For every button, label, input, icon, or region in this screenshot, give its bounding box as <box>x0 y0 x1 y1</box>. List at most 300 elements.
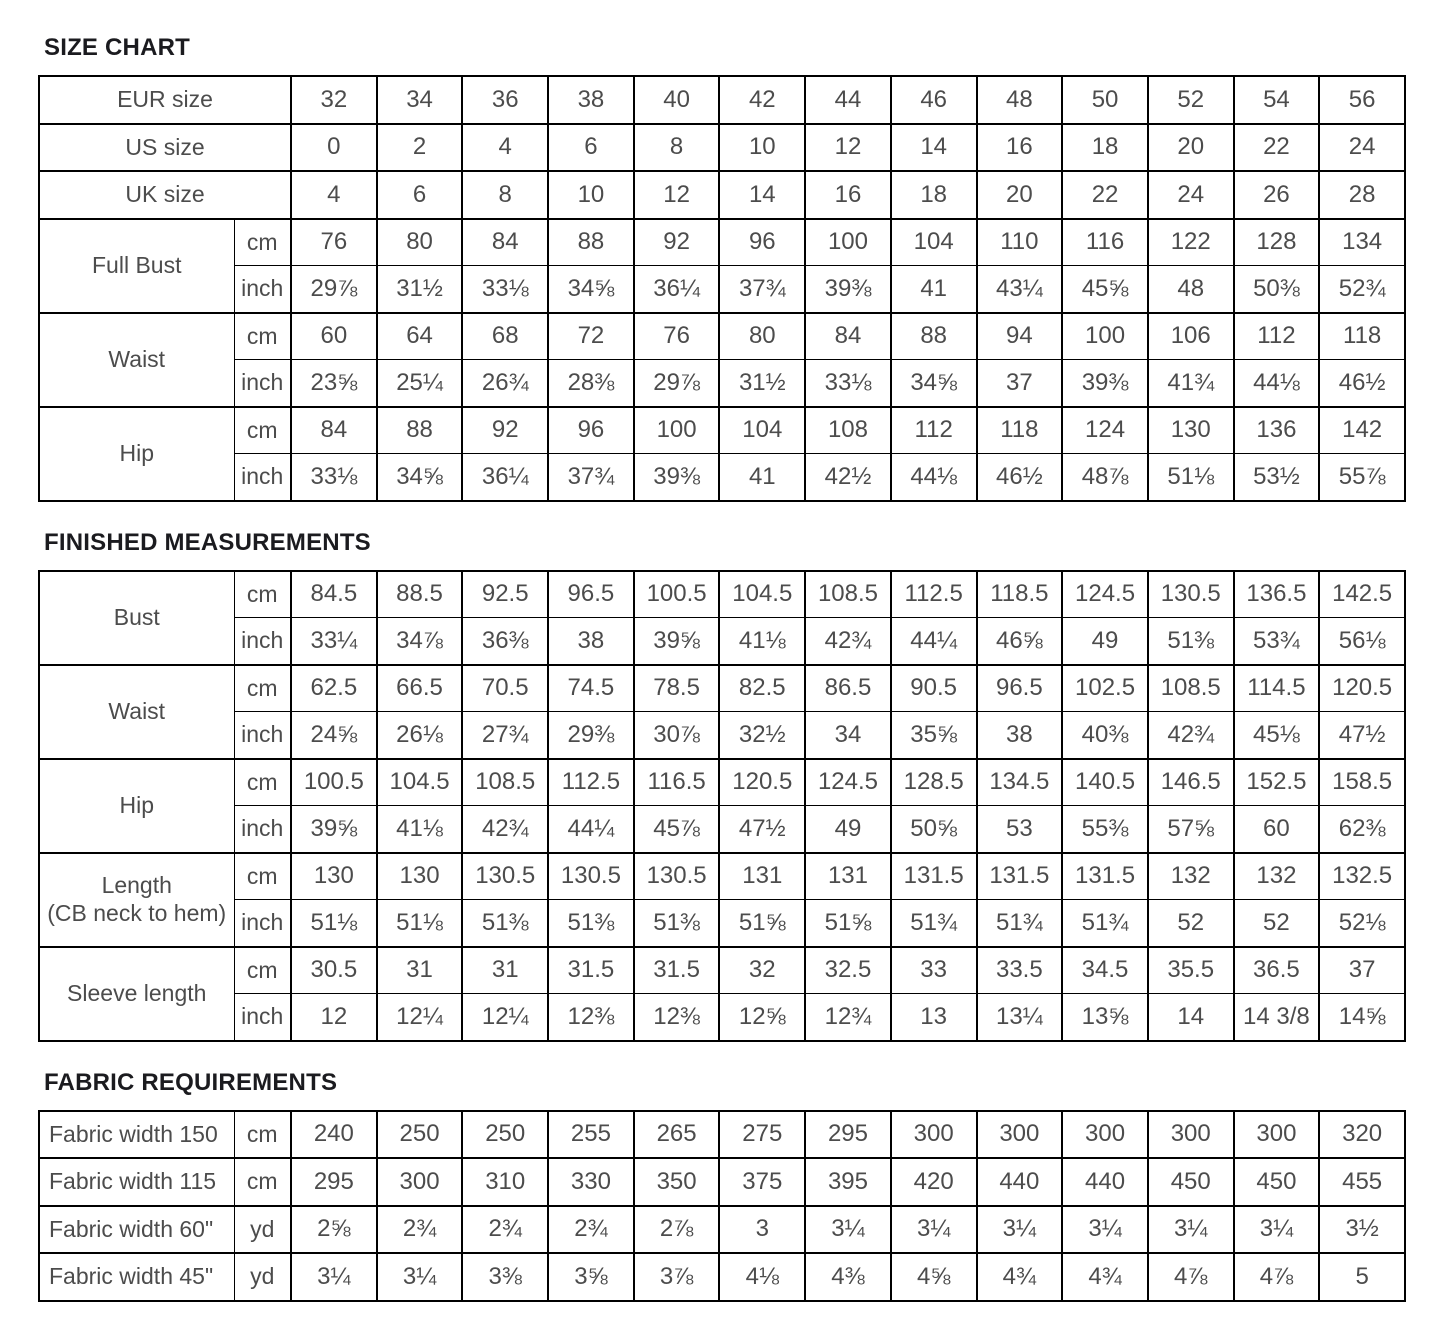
value-cell: 53½ <box>1234 454 1320 501</box>
value-cell: 51¾ <box>891 900 977 947</box>
value-cell: 14 <box>891 124 977 172</box>
value-cell: 86.5 <box>805 665 891 712</box>
value-cell: 12 <box>805 124 891 172</box>
value-cell: 90.5 <box>891 665 977 712</box>
value-cell: 42¾ <box>1148 712 1234 759</box>
unit-label: inch <box>234 712 291 759</box>
value-cell: 34 <box>377 76 463 124</box>
value-cell: 28⅜ <box>548 360 634 407</box>
value-cell: 30⅞ <box>634 712 720 759</box>
row-label-line: Bust <box>113 603 160 630</box>
value-cell: 108.5 <box>462 759 548 806</box>
value-cell: 52 <box>1148 900 1234 947</box>
value-cell: 120.5 <box>1319 665 1405 712</box>
value-cell: 50 <box>1062 76 1148 124</box>
table-row <box>39 1253 1405 1301</box>
value-cell: 18 <box>891 171 977 219</box>
value-cell: 12¾ <box>805 994 891 1041</box>
value-cell: 53¾ <box>1234 618 1320 665</box>
fabric-requirements-section <box>38 1069 1407 1302</box>
value-cell: 22 <box>1234 124 1320 172</box>
value-cell: 132 <box>1148 853 1234 900</box>
value-cell: 96 <box>719 219 805 266</box>
value-cell: 34⅝ <box>548 266 634 313</box>
table-row <box>39 947 1405 994</box>
row-label-line: Waist <box>108 345 166 372</box>
value-cell: 52 <box>1234 900 1320 947</box>
value-cell: 45⅞ <box>634 806 720 853</box>
value-cell: 76 <box>634 313 720 360</box>
value-cell: 51¾ <box>977 900 1063 947</box>
row-label-line: Waist <box>108 697 166 724</box>
value-cell: 275 <box>719 1111 805 1159</box>
value-cell: 455 <box>1319 1158 1405 1206</box>
value-cell: 46½ <box>977 454 1063 501</box>
table-row <box>39 806 1405 853</box>
value-cell: 82.5 <box>719 665 805 712</box>
value-cell: 100 <box>805 219 891 266</box>
value-cell: 6 <box>377 171 463 219</box>
value-cell: 88 <box>377 407 463 454</box>
value-cell: 3⅝ <box>548 1253 634 1301</box>
value-cell: 4⅞ <box>1234 1253 1320 1301</box>
value-cell: 44 <box>805 76 891 124</box>
value-cell: 92.5 <box>462 571 548 618</box>
value-cell: 88 <box>548 219 634 266</box>
value-cell: 46⅝ <box>977 618 1063 665</box>
table-row <box>39 1206 1405 1254</box>
value-cell: 130.5 <box>548 853 634 900</box>
value-cell: 300 <box>891 1111 977 1159</box>
value-cell: 76 <box>291 219 377 266</box>
value-cell: 2⅝ <box>291 1206 377 1254</box>
value-cell: 104 <box>719 407 805 454</box>
value-cell: 450 <box>1234 1158 1320 1206</box>
value-cell: 23⅝ <box>291 360 377 407</box>
value-cell: 39⅜ <box>805 266 891 313</box>
value-cell: 16 <box>805 171 891 219</box>
value-cell: 20 <box>1148 124 1234 172</box>
value-cell: 12⅜ <box>634 994 720 1041</box>
value-cell: 66.5 <box>377 665 463 712</box>
value-cell: 48 <box>977 76 1063 124</box>
value-cell: 14 <box>1148 994 1234 1041</box>
value-cell: 142.5 <box>1319 571 1405 618</box>
unit-label: cm <box>234 665 291 712</box>
value-cell: 44⅛ <box>1234 360 1320 407</box>
value-cell: 14⅝ <box>1319 994 1405 1041</box>
size-chart-section <box>38 34 1407 502</box>
value-cell: 3⅜ <box>462 1253 548 1301</box>
value-cell: 52 <box>1148 76 1234 124</box>
row-label: Fabric width 45" <box>39 1253 234 1301</box>
value-cell: 3¼ <box>1148 1206 1234 1254</box>
value-cell: 45⅛ <box>1234 712 1320 759</box>
unit-label: cm <box>234 219 291 266</box>
value-cell: 118 <box>1319 313 1405 360</box>
value-cell: 300 <box>1148 1111 1234 1159</box>
row-label <box>39 313 234 407</box>
table-row <box>39 360 1405 407</box>
value-cell: 51⅜ <box>1148 618 1234 665</box>
finished-measurements-table <box>38 570 1406 1042</box>
value-cell: 320 <box>1319 1111 1405 1159</box>
value-cell: 4¾ <box>977 1253 1063 1301</box>
value-cell: 132 <box>1234 853 1320 900</box>
value-cell: 51⅝ <box>805 900 891 947</box>
value-cell: 36¼ <box>462 454 548 501</box>
value-cell: 42 <box>719 76 805 124</box>
value-cell: 39⅜ <box>634 454 720 501</box>
value-cell: 28 <box>1319 171 1405 219</box>
value-cell: 4¾ <box>1062 1253 1148 1301</box>
table-row <box>39 171 1405 219</box>
value-cell: 34⅝ <box>891 360 977 407</box>
row-label-line: Hip <box>119 439 154 466</box>
value-cell: 128 <box>1234 219 1320 266</box>
value-cell: 48⅞ <box>1062 454 1148 501</box>
value-cell: 440 <box>977 1158 1063 1206</box>
value-cell: 41¾ <box>1148 360 1234 407</box>
value-cell: 265 <box>634 1111 720 1159</box>
value-cell: 131.5 <box>1062 853 1148 900</box>
unit-label: inch <box>234 360 291 407</box>
unit-label: inch <box>234 454 291 501</box>
value-cell: 255 <box>548 1111 634 1159</box>
value-cell: 37 <box>977 360 1063 407</box>
value-cell: 33.5 <box>977 947 1063 994</box>
value-cell: 43¼ <box>977 266 1063 313</box>
value-cell: 39⅝ <box>634 618 720 665</box>
fabric-requirements-table <box>38 1110 1406 1302</box>
value-cell: 24⅝ <box>291 712 377 759</box>
value-cell: 116.5 <box>634 759 720 806</box>
row-label-line: (CB neck to hem) <box>47 899 227 926</box>
table-row <box>39 994 1405 1041</box>
value-cell: 41⅛ <box>377 806 463 853</box>
value-cell: 41 <box>719 454 805 501</box>
value-cell: 131 <box>719 853 805 900</box>
unit-label: cm <box>234 947 291 994</box>
unit-label: cm <box>234 759 291 806</box>
row-label <box>39 665 234 759</box>
value-cell: 118.5 <box>977 571 1063 618</box>
value-cell: 45⅝ <box>1062 266 1148 313</box>
value-cell: 55⅜ <box>1062 806 1148 853</box>
value-cell: 300 <box>1062 1111 1148 1159</box>
value-cell: 130.5 <box>1148 571 1234 618</box>
value-cell: 39⅜ <box>1062 360 1148 407</box>
value-cell: 94 <box>977 313 1063 360</box>
value-cell: 22 <box>1062 171 1148 219</box>
value-cell: 24 <box>1148 171 1234 219</box>
value-cell: 36⅜ <box>462 618 548 665</box>
value-cell: 12¼ <box>377 994 463 1041</box>
value-cell: 4⅝ <box>891 1253 977 1301</box>
row-label: US size <box>39 124 291 172</box>
value-cell: 142 <box>1319 407 1405 454</box>
value-cell: 106 <box>1148 313 1234 360</box>
value-cell: 14 3/8 <box>1234 994 1320 1041</box>
table-row <box>39 571 1405 618</box>
value-cell: 124.5 <box>1062 571 1148 618</box>
value-cell: 74.5 <box>548 665 634 712</box>
value-cell: 33¼ <box>291 618 377 665</box>
table-row <box>39 454 1405 501</box>
value-cell: 35⅝ <box>891 712 977 759</box>
value-cell: 51⅛ <box>1148 454 1234 501</box>
value-cell: 100 <box>1062 313 1148 360</box>
value-cell: 112 <box>1234 313 1320 360</box>
value-cell: 49 <box>1062 618 1148 665</box>
value-cell: 12⅝ <box>719 994 805 1041</box>
table-row <box>39 313 1405 360</box>
finished-measurements-title: FINISHED MEASUREMENTS <box>44 528 371 556</box>
value-cell: 158.5 <box>1319 759 1405 806</box>
value-cell: 84 <box>805 313 891 360</box>
value-cell: 130 <box>377 853 463 900</box>
value-cell: 70.5 <box>462 665 548 712</box>
table-row <box>39 124 1405 172</box>
value-cell: 38 <box>548 76 634 124</box>
value-cell: 440 <box>1062 1158 1148 1206</box>
value-cell: 310 <box>462 1158 548 1206</box>
value-cell: 10 <box>548 171 634 219</box>
value-cell: 20 <box>977 171 1063 219</box>
unit-label: yd <box>234 1206 291 1254</box>
value-cell: 52⅛ <box>1319 900 1405 947</box>
value-cell: 134.5 <box>977 759 1063 806</box>
value-cell: 31½ <box>719 360 805 407</box>
value-cell: 2⅞ <box>634 1206 720 1254</box>
value-cell: 13¼ <box>977 994 1063 1041</box>
value-cell: 350 <box>634 1158 720 1206</box>
unit-label: inch <box>234 900 291 947</box>
unit-label: cm <box>234 1111 291 1159</box>
unit-label: cm <box>234 853 291 900</box>
row-label: Fabric width 150 <box>39 1111 234 1159</box>
value-cell: 36¼ <box>634 266 720 313</box>
table-row <box>39 1158 1405 1206</box>
value-cell: 131.5 <box>977 853 1063 900</box>
value-cell: 100.5 <box>291 759 377 806</box>
value-cell: 42¾ <box>462 806 548 853</box>
value-cell: 130 <box>1148 407 1234 454</box>
fabric-requirements-title: FABRIC REQUIREMENTS <box>44 1068 338 1096</box>
value-cell: 31 <box>462 947 548 994</box>
value-cell: 18 <box>1062 124 1148 172</box>
value-cell: 64 <box>377 313 463 360</box>
value-cell: 450 <box>1148 1158 1234 1206</box>
value-cell: 92 <box>462 407 548 454</box>
value-cell: 130 <box>291 853 377 900</box>
row-label <box>39 759 234 853</box>
value-cell: 130.5 <box>634 853 720 900</box>
value-cell: 3½ <box>1319 1206 1405 1254</box>
value-cell: 80 <box>719 313 805 360</box>
value-cell: 33⅛ <box>291 454 377 501</box>
table-row <box>39 900 1405 947</box>
value-cell: 5 <box>1319 1253 1405 1301</box>
value-cell: 56⅛ <box>1319 618 1405 665</box>
value-cell: 2 <box>377 124 463 172</box>
value-cell: 146.5 <box>1148 759 1234 806</box>
value-cell: 35.5 <box>1148 947 1234 994</box>
value-cell: 96.5 <box>977 665 1063 712</box>
value-cell: 29⅞ <box>291 266 377 313</box>
value-cell: 33⅛ <box>462 266 548 313</box>
value-cell: 47½ <box>1319 712 1405 759</box>
value-cell: 132.5 <box>1319 853 1405 900</box>
value-cell: 3 <box>719 1206 805 1254</box>
row-label: UK size <box>39 171 291 219</box>
value-cell: 130.5 <box>462 853 548 900</box>
value-cell: 4 <box>462 124 548 172</box>
value-cell: 40 <box>634 76 720 124</box>
value-cell: 51⅜ <box>548 900 634 947</box>
value-cell: 36 <box>462 76 548 124</box>
row-label-line: Length <box>101 872 172 899</box>
value-cell: 112 <box>891 407 977 454</box>
unit-label: inch <box>234 994 291 1041</box>
value-cell: 108.5 <box>805 571 891 618</box>
value-cell: 40⅜ <box>1062 712 1148 759</box>
value-cell: 92 <box>634 219 720 266</box>
row-label <box>39 571 234 665</box>
value-cell: 131 <box>805 853 891 900</box>
row-label: Fabric width 60" <box>39 1206 234 1254</box>
value-cell: 8 <box>462 171 548 219</box>
value-cell: 104 <box>891 219 977 266</box>
value-cell: 39⅝ <box>291 806 377 853</box>
value-cell: 38 <box>548 618 634 665</box>
value-cell: 44⅛ <box>891 454 977 501</box>
value-cell: 50⅝ <box>891 806 977 853</box>
value-cell: 295 <box>291 1158 377 1206</box>
value-cell: 4⅛ <box>719 1253 805 1301</box>
unit-label: cm <box>234 1158 291 1206</box>
value-cell: 24 <box>1319 124 1405 172</box>
row-label: EUR size <box>39 76 291 124</box>
row-label <box>39 947 234 1041</box>
value-cell: 12 <box>634 171 720 219</box>
value-cell: 60 <box>291 313 377 360</box>
unit-label: inch <box>234 266 291 313</box>
value-cell: 62⅜ <box>1319 806 1405 853</box>
value-cell: 12¼ <box>462 994 548 1041</box>
value-cell: 136 <box>1234 407 1320 454</box>
value-cell: 375 <box>719 1158 805 1206</box>
value-cell: 32.5 <box>805 947 891 994</box>
value-cell: 3¼ <box>291 1253 377 1301</box>
value-cell: 114.5 <box>1234 665 1320 712</box>
value-cell: 3¼ <box>891 1206 977 1254</box>
value-cell: 31.5 <box>634 947 720 994</box>
value-cell: 300 <box>1234 1111 1320 1159</box>
value-cell: 6 <box>548 124 634 172</box>
value-cell: 60 <box>1234 806 1320 853</box>
value-cell: 29⅜ <box>548 712 634 759</box>
value-cell: 26¾ <box>462 360 548 407</box>
value-cell: 31.5 <box>548 947 634 994</box>
table-row <box>39 76 1405 124</box>
value-cell: 80 <box>377 219 463 266</box>
row-label-line: Hip <box>119 791 154 818</box>
row-label <box>39 407 234 501</box>
value-cell: 42½ <box>805 454 891 501</box>
row-label-line: Sleeve length <box>67 979 207 1006</box>
row-label: Fabric width 115 <box>39 1158 234 1206</box>
table-row <box>39 853 1405 900</box>
unit-label: cm <box>234 313 291 360</box>
unit-label: yd <box>234 1253 291 1301</box>
value-cell: 38 <box>977 712 1063 759</box>
value-cell: 112.5 <box>891 571 977 618</box>
value-cell: 51⅛ <box>377 900 463 947</box>
value-cell: 102.5 <box>1062 665 1148 712</box>
size-chart-title: SIZE CHART <box>44 34 190 61</box>
value-cell: 31½ <box>377 266 463 313</box>
row-label <box>39 219 234 313</box>
value-cell: 34 <box>805 712 891 759</box>
value-cell: 34⅞ <box>377 618 463 665</box>
value-cell: 33⅛ <box>805 360 891 407</box>
value-cell: 31 <box>377 947 463 994</box>
row-label <box>39 853 234 947</box>
unit-label: cm <box>234 407 291 454</box>
value-cell: 134 <box>1319 219 1405 266</box>
value-cell: 420 <box>891 1158 977 1206</box>
value-cell: 72 <box>548 313 634 360</box>
value-cell: 12 <box>291 994 377 1041</box>
value-cell: 41 <box>891 266 977 313</box>
value-cell: 41⅛ <box>719 618 805 665</box>
table-row <box>39 618 1405 665</box>
value-cell: 32½ <box>719 712 805 759</box>
value-cell: 34⅝ <box>377 454 463 501</box>
table-row <box>39 219 1405 266</box>
value-cell: 88 <box>891 313 977 360</box>
value-cell: 110 <box>977 219 1063 266</box>
value-cell: 2¾ <box>377 1206 463 1254</box>
value-cell: 108.5 <box>1148 665 1234 712</box>
value-cell: 3¼ <box>977 1206 1063 1254</box>
value-cell: 250 <box>462 1111 548 1159</box>
value-cell: 25¼ <box>377 360 463 407</box>
value-cell: 26 <box>1234 171 1320 219</box>
value-cell: 51⅛ <box>291 900 377 947</box>
value-cell: 88.5 <box>377 571 463 618</box>
value-cell: 32 <box>719 947 805 994</box>
value-cell: 51⅝ <box>719 900 805 947</box>
value-cell: 104.5 <box>719 571 805 618</box>
value-cell: 50⅜ <box>1234 266 1320 313</box>
value-cell: 300 <box>977 1111 1063 1159</box>
value-cell: 37¾ <box>719 266 805 313</box>
value-cell: 37 <box>1319 947 1405 994</box>
table-row <box>39 1111 1405 1159</box>
value-cell: 330 <box>548 1158 634 1206</box>
value-cell: 136.5 <box>1234 571 1320 618</box>
value-cell: 295 <box>805 1111 891 1159</box>
value-cell: 128.5 <box>891 759 977 806</box>
value-cell: 4⅜ <box>805 1253 891 1301</box>
table-row <box>39 712 1405 759</box>
value-cell: 250 <box>377 1111 463 1159</box>
value-cell: 8 <box>634 124 720 172</box>
value-cell: 108 <box>805 407 891 454</box>
value-cell: 84 <box>462 219 548 266</box>
